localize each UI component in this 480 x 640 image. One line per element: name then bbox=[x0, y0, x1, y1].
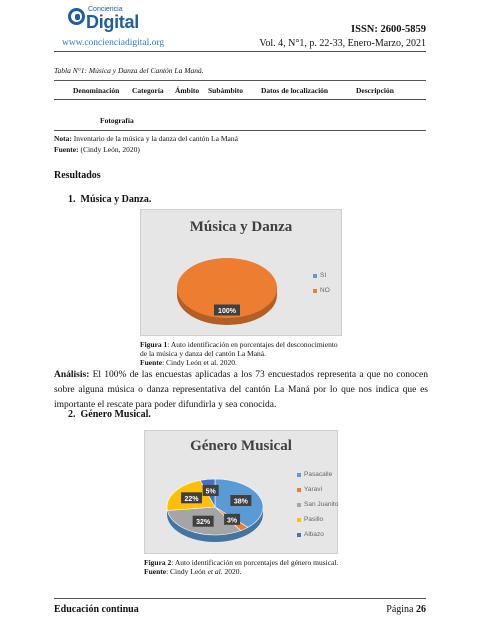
legend-label: San Juanito bbox=[304, 501, 339, 508]
header-divider bbox=[54, 51, 426, 52]
issn: ISSN: 2600-5859 bbox=[351, 24, 426, 35]
table-header-cell: Denominación bbox=[73, 86, 120, 95]
section-heading: 2. Género Musical. bbox=[68, 409, 151, 420]
chart-musica-danza bbox=[140, 209, 342, 336]
analysis-paragraph: Análisis: El 100% de las encuestas aplicadas a los 73 encuestados representa a que no conocen sobre alguna música o danza representativa del cantón La Maná por lo que nos indica que es importante el rescate para poder difundirla y sea conocida. bbox=[54, 370, 428, 410]
legend-label: Pasillo bbox=[304, 516, 324, 523]
site-link[interactable]: www.concienciadigital.org bbox=[62, 38, 165, 48]
legend-label: Pasacalle bbox=[304, 471, 333, 478]
data-label: 38% bbox=[233, 498, 248, 506]
chart-genero-musical bbox=[144, 430, 338, 554]
figure2-caption: Figura 2: Auto identificación en porcentajes del género musical. Fuente: Cindy León et al. 2020. bbox=[144, 558, 339, 576]
chart-title: Música y Danza bbox=[189, 219, 293, 235]
data-label: 5% bbox=[205, 488, 216, 496]
section-heading: 1. Música y Danza. bbox=[68, 194, 152, 205]
legend-label: Yaraví bbox=[304, 486, 323, 493]
legend-swatch bbox=[297, 488, 301, 492]
table-caption: Tabla N°1: Música y Danza del Cantón La Maná. bbox=[54, 66, 204, 75]
data-label: 3% bbox=[227, 517, 238, 525]
legend-label: SI bbox=[320, 272, 327, 279]
table-header-cell: Subámbito bbox=[208, 86, 244, 95]
figure1-caption: Figura 1: Auto identificación en porcentajes del desconocimiento de la música y danza del cantón La Maná. Fuente: Cindy León et al. 2020. bbox=[140, 340, 338, 367]
table-photo-label: Fotografía bbox=[100, 116, 134, 125]
table-header-cell: Datos de localización bbox=[261, 86, 329, 95]
table-source: Fuente: (Cindy León, 2020) bbox=[54, 145, 140, 154]
brand-small: Conciencia bbox=[88, 6, 123, 13]
table-header-cell: Categoría bbox=[132, 86, 164, 95]
page-number: Página 26 bbox=[386, 604, 426, 615]
table-top-rule bbox=[54, 80, 426, 81]
legend-swatch bbox=[313, 274, 317, 278]
legend-swatch bbox=[297, 503, 301, 507]
legend-label: Albazo bbox=[304, 531, 324, 538]
legend-swatch bbox=[297, 473, 301, 477]
logo-icon bbox=[68, 8, 85, 25]
legend-swatch bbox=[297, 518, 301, 522]
volume-info: Vol. 4, N°1, p. 22-33, Enero-Marzo, 2021 bbox=[259, 38, 426, 49]
data-label: 22% bbox=[184, 495, 199, 503]
brand-title: Digital bbox=[86, 12, 139, 32]
results-heading: Resultados bbox=[54, 170, 101, 181]
data-label: 32% bbox=[196, 519, 211, 527]
table-note: Nota: Inventario de la música y la danza del cantón La Maná bbox=[54, 134, 238, 143]
table-header-cell: Descripción bbox=[356, 86, 394, 95]
footer-section: Educación continua bbox=[54, 604, 139, 615]
legend-swatch bbox=[313, 289, 317, 293]
legend-swatch bbox=[297, 533, 301, 537]
chart-title: Género Musical bbox=[190, 438, 292, 454]
table-header-rule bbox=[54, 99, 426, 100]
table-bottom-rule bbox=[54, 130, 426, 131]
legend-label: NO bbox=[320, 287, 330, 294]
footer-divider bbox=[54, 598, 426, 599]
data-label: 100% bbox=[218, 308, 236, 315]
table-header-cell: Ámbito bbox=[175, 86, 200, 95]
